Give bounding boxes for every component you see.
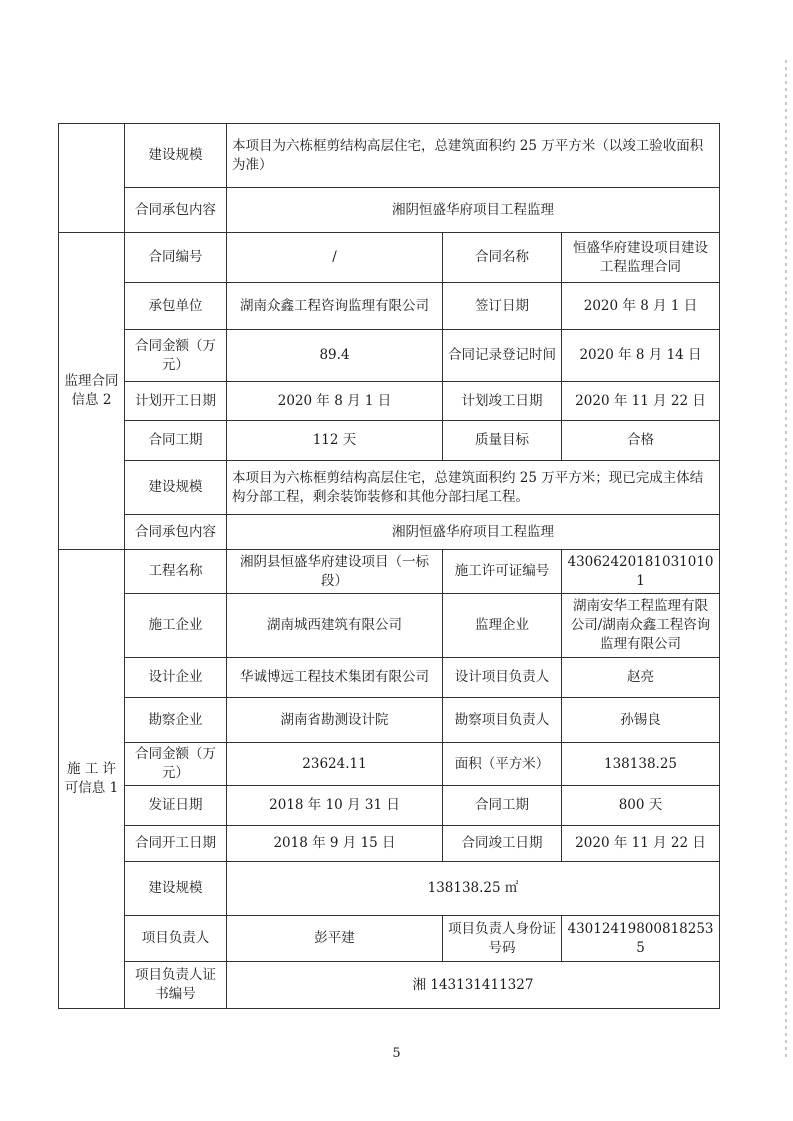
field-label: 合同金额（万元） <box>125 743 227 786</box>
section-label-empty <box>59 124 125 233</box>
field-value: 湖南城西建筑有限公司 <box>227 594 443 658</box>
field-label: 施工许可证编号 <box>443 550 562 594</box>
field-value: 合格 <box>562 421 720 461</box>
field-label: 施工企业 <box>125 594 227 658</box>
table-row <box>59 698 720 743</box>
field-value: 430124198008182535 <box>562 916 720 962</box>
table-row <box>59 550 720 594</box>
field-value: 2020 年 11 月 22 日 <box>562 826 720 862</box>
table-row <box>59 330 720 382</box>
field-label: 计划竣工日期 <box>443 382 562 421</box>
section-title-construction-permit: 施 工 许 可信息 1 <box>59 550 125 1009</box>
field-label: 项目负责人证书编号 <box>125 962 227 1009</box>
field-label: 面积（平方米） <box>443 743 562 786</box>
field-label: 建设规模 <box>125 124 227 188</box>
section-title-supervision-contract: 监理合同信息 2 <box>59 233 125 550</box>
field-value: 湖南安华工程监理有限公司/湖南众鑫工程咨询监理有限公司 <box>562 594 720 658</box>
table-row <box>59 461 720 515</box>
table-row <box>59 283 720 330</box>
field-label: 项目负责人身份证号码 <box>443 916 562 962</box>
table-row <box>59 421 720 461</box>
table-row <box>59 188 720 233</box>
field-label: 建设规模 <box>125 862 227 916</box>
field-value: / <box>227 233 443 283</box>
table-row <box>59 743 720 786</box>
field-value: 2018 年 10 月 31 日 <box>227 786 443 826</box>
field-value: 23624.11 <box>227 743 443 786</box>
field-label: 合同名称 <box>443 233 562 283</box>
table-row <box>59 916 720 962</box>
field-label: 合同竣工日期 <box>443 826 562 862</box>
field-value: 本项目为六栋框剪结构高层住宅，总建筑面积约 25 万平方米（以竣工验收面积为准） <box>227 124 720 188</box>
field-label: 发证日期 <box>125 786 227 826</box>
table-row <box>59 786 720 826</box>
field-value: 恒盛华府建设项目建设工程监理合同 <box>562 233 720 283</box>
field-label: 合同工期 <box>125 421 227 461</box>
field-value: 89.4 <box>227 330 443 382</box>
table-row <box>59 124 720 188</box>
field-value: 2020 年 8 月 1 日 <box>562 283 720 330</box>
field-label: 合同编号 <box>125 233 227 283</box>
field-label: 工程名称 <box>125 550 227 594</box>
table-row <box>59 658 720 698</box>
field-label: 建设规模 <box>125 461 227 515</box>
field-label: 设计企业 <box>125 658 227 698</box>
field-value: 430624201810310101 <box>562 550 720 594</box>
field-label: 承包单位 <box>125 283 227 330</box>
field-value: 800 天 <box>562 786 720 826</box>
field-value: 彭平建 <box>227 916 443 962</box>
field-label: 设计项目负责人 <box>443 658 562 698</box>
field-label: 合同记录登记时间 <box>443 330 562 382</box>
field-value: 湖南众鑫工程咨询监理有限公司 <box>227 283 443 330</box>
field-label: 签订日期 <box>443 283 562 330</box>
table-row <box>59 962 720 1009</box>
field-value: 138138.25 ㎡ <box>227 862 720 916</box>
field-value: 华诚博远工程技术集团有限公司 <box>227 658 443 698</box>
field-value: 本项目为六栋框剪结构高层住宅，总建筑面积约 25 万平方米；现已完成主体结构分部工程，剩余装饰装修和其他分部扫尾工程。 <box>227 461 720 515</box>
field-value: 孙锡良 <box>562 698 720 743</box>
field-value: 湘阴县恒盛华府建设项目（一标段） <box>227 550 443 594</box>
scan-edge-artifact <box>785 60 787 1060</box>
table-row <box>59 862 720 916</box>
field-label: 合同开工日期 <box>125 826 227 862</box>
field-value: 112 天 <box>227 421 443 461</box>
field-value: 湘阴恒盛华府项目工程监理 <box>227 515 720 550</box>
field-value: 138138.25 <box>562 743 720 786</box>
field-label: 合同承包内容 <box>125 515 227 550</box>
field-value: 2020 年 8 月 1 日 <box>227 382 443 421</box>
field-label: 监理企业 <box>443 594 562 658</box>
table-row <box>59 233 720 283</box>
field-label: 计划开工日期 <box>125 382 227 421</box>
table-row <box>59 826 720 862</box>
field-label: 合同工期 <box>443 786 562 826</box>
field-value: 湘阴恒盛华府项目工程监理 <box>227 188 720 233</box>
field-label: 质量目标 <box>443 421 562 461</box>
field-value: 2020 年 8 月 14 日 <box>562 330 720 382</box>
field-label: 合同承包内容 <box>125 188 227 233</box>
field-value: 湖南省勘测设计院 <box>227 698 443 743</box>
field-value: 湘 143131411327 <box>227 962 720 1009</box>
field-label: 勘察企业 <box>125 698 227 743</box>
table-row <box>59 594 720 658</box>
table-row <box>59 515 720 550</box>
info-table <box>58 123 720 1009</box>
field-value: 2020 年 11 月 22 日 <box>562 382 720 421</box>
field-label: 勘察项目负责人 <box>443 698 562 743</box>
field-value: 2018 年 9 月 15 日 <box>227 826 443 862</box>
field-label: 合同金额（万元） <box>125 330 227 382</box>
field-value: 赵亮 <box>562 658 720 698</box>
page-number: 5 <box>392 1046 401 1061</box>
field-label: 项目负责人 <box>125 916 227 962</box>
table-row <box>59 382 720 421</box>
